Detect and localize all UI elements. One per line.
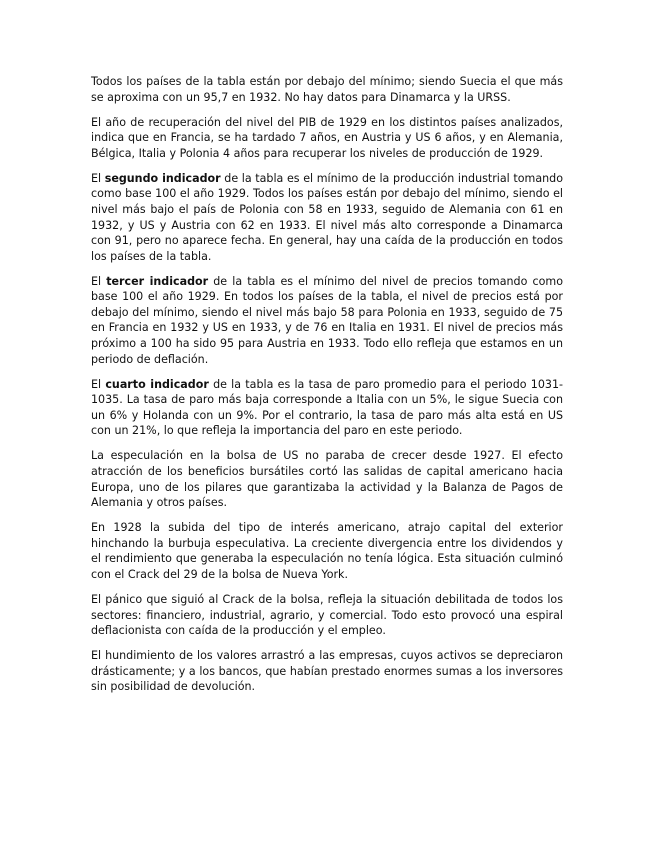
paragraph-text: de la tabla es el mínimo del nivel de precios tomando como base 100 el año 1929. En todos los países de la tabla, el nivel de precios está por debajo del mínimo, siendo el nivel más bajo 58 para Polonia en 1933, seguido de 75 en Francia en 1932 y US en 1933, y de 76 en Italia en 1931. El nivel de precios más próximo a 100 ha sido 95 para Austria en 1933. Todo ello refleja que estamos en un periodo de deflación. [91, 274, 563, 366]
paragraph-2 [91, 115, 563, 162]
paragraph-bold-term: segundo indicador [104, 171, 221, 185]
paragraph-7 [91, 520, 563, 582]
paragraph-text: La especulación en la bolsa de US no paraba de crecer desde 1927. El efecto atracción de los beneficios bursátiles cortó las salidas de capital americano hacia Europa, uno de los pilares que garantizaba la actividad y la Balanza de Pagos de Alemania y otros países. [91, 449, 563, 510]
paragraph-lead: El [91, 171, 105, 185]
paragraph-text: El año de recuperación del nivel del PIB de 1929 en los distintos países analizados, indica que en Francia, se ha tardado 7 años, en Austria y US 6 años, y en Alemania, Bélgica, Italia y Polonia 4 años para recuperar los niveles de producción de 1929. [91, 115, 563, 160]
paragraph-1 [91, 74, 563, 105]
paragraph-text: En 1928 la subida del tipo de interés americano, atrajo capital del exterior hinchando la burbuja especulativa. La creciente divergencia entre los dividendos y el rendimiento que generaba la especulación no tenía lógica. Esta situación culminó con el Crack del 29 de la bolsa de Nueva York. [91, 521, 563, 581]
paragraph-6 [91, 448, 563, 510]
paragraph-8 [91, 592, 563, 639]
paragraph-lead: El [91, 274, 107, 288]
paragraph-text: Todos los países de la tabla están por debajo del mínimo; siendo Suecia el que más se aproxima con un 95,7 en 1932. No hay datos para Dinamarca y la URSS. [91, 75, 563, 104]
paragraph-bold-term: cuarto indicador [105, 377, 209, 391]
paragraph-9 [91, 648, 563, 695]
paragraph-lead: El [91, 377, 106, 391]
paragraph-4 [91, 274, 563, 368]
paragraph-text: de la tabla es el mínimo de la producción industrial tomando como base 100 el año 1929. Todos los países están por debajo del mínimo, siendo el nivel más bajo el país de Polonia con 58 en 1933, seguido de Alemania con 61 en 1932, y US y Austria con 62 en 1933. El nivel más alto corresponde a Dinamarca con 91, pero no aparece fecha. En general, hay una caída de la producción en todos los países de la tabla. [91, 171, 563, 263]
paragraph-bold-term: tercer indicador [106, 274, 209, 288]
document-body [91, 74, 563, 704]
paragraph-text: El pánico que siguió al Crack de la bolsa, refleja la situación debilitada de todos los sectores: financiero, industrial, agrario, y comercial. Todo esto provocó una espiral deflacionista con caída de la producción y el empleo. [91, 592, 563, 638]
paragraph-3 [91, 171, 563, 265]
paragraph-text: de la tabla es la tasa de paro promedio para el periodo 1031-1035. La tasa de paro más baja corresponde a Italia con un 5%, le sigue Suecia con un 6% y Holanda con un 9%. Por el contrario, la tasa de paro más alta está en US con un 21%, lo que refleja la importancia del paro en este periodo. [91, 377, 564, 438]
paragraph-text: El hundimiento de los valores arrastró a las empresas, cuyos activos se depreciaron drásticamente; y a los bancos, que habían prestado enormes sumas a los inversores sin posibilidad de devolución. [91, 649, 563, 694]
paragraph-5 [91, 377, 563, 439]
